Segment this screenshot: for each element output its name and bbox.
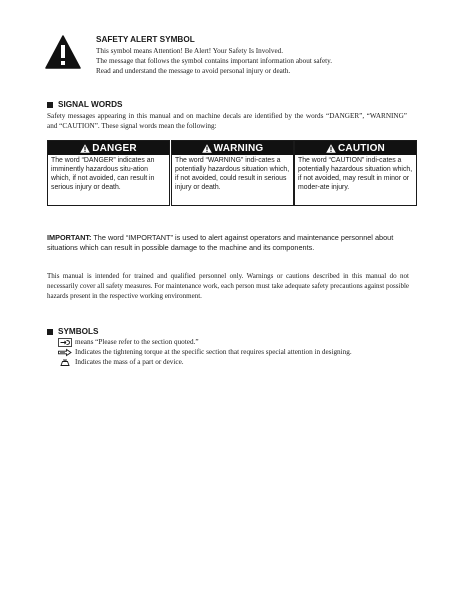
symbol-item	[58, 347, 352, 357]
weight-scale-icon	[58, 358, 72, 367]
danger-label	[48, 141, 169, 155]
important-label: IMPORTANT:	[47, 233, 92, 242]
warning-label	[172, 141, 293, 155]
pointing-hand-icon	[58, 338, 72, 347]
symbols-heading	[47, 327, 99, 336]
safety-alert-line: Read and understand the message to avoid personal injury or death.	[96, 67, 291, 75]
warning-box	[171, 140, 294, 206]
warning-alert-icon	[202, 144, 212, 153]
signal-words-heading	[47, 100, 122, 109]
safety-alert-line: The message that follows the symbol contains important information about safety.	[96, 57, 333, 65]
important-note	[47, 233, 407, 253]
bullet-square-icon	[47, 329, 53, 335]
bullet-square-icon	[47, 102, 53, 108]
symbol-description: Indicates the tightening torque at the specific section that requires special attention in designing.	[75, 348, 352, 356]
important-text: The word “IMPORTANT” is used to alert against operators and maintenance personnel about situations which can result in possible damage to the machine and its components.	[47, 233, 394, 252]
safety-alert-icon	[45, 35, 81, 69]
danger-alert-icon	[80, 144, 90, 153]
danger-label-text: DANGER	[92, 142, 137, 154]
symbol-description: Indicates the mass of a part or device.	[75, 358, 184, 366]
caution-label	[295, 141, 416, 155]
signal-words-heading-text: SIGNAL WORDS	[58, 100, 123, 109]
caution-description: The word “CAUTION” indi-cates a potentially hazardous situation which, if not avoided, may result in minor or moder-ate injury.	[298, 157, 413, 191]
warning-description: The word “WARNING” indi-cates a potentially hazardous situation which, if not avoided, could result in serious injury or death.	[175, 157, 290, 191]
torque-wrench-icon	[58, 348, 72, 357]
danger-box	[47, 140, 170, 206]
caution-alert-icon	[326, 144, 336, 153]
symbol-description: means “Please refer to the section quoted.”	[75, 338, 199, 346]
manual-disclaimer: This manual is intended for trained and qualified personnel only. Warnings or cautions described in this manual do not necessarily cover all safety measures. For maintenance work, each person must take adequate safety precautions against possible hazards present in the respective working environment.	[47, 272, 409, 300]
symbols-list	[58, 337, 352, 367]
symbol-item	[58, 337, 352, 347]
safety-alert-description	[96, 46, 332, 76]
caution-box	[294, 140, 417, 206]
symbols-heading-text: SYMBOLS	[58, 327, 99, 336]
warning-label-text: WARNING	[213, 142, 264, 154]
danger-description: The word “DANGER” indicates an imminently hazardous situ-ation which, if not avoided, can result in serious injury or death.	[51, 157, 155, 191]
symbol-item	[58, 357, 352, 367]
signal-words-intro: Safety messages appearing in this manual and on machine decals are identified by the words “DANGER”, “WARNING” and “CAUTION”. These signal words mean the following:	[47, 112, 407, 130]
caution-label-text: CAUTION	[338, 142, 385, 154]
safety-alert-line: This symbol means Attention! Be Alert! Your Safety Is Involved.	[96, 47, 284, 55]
safety-alert-title: SAFETY ALERT SYMBOL	[96, 35, 195, 44]
